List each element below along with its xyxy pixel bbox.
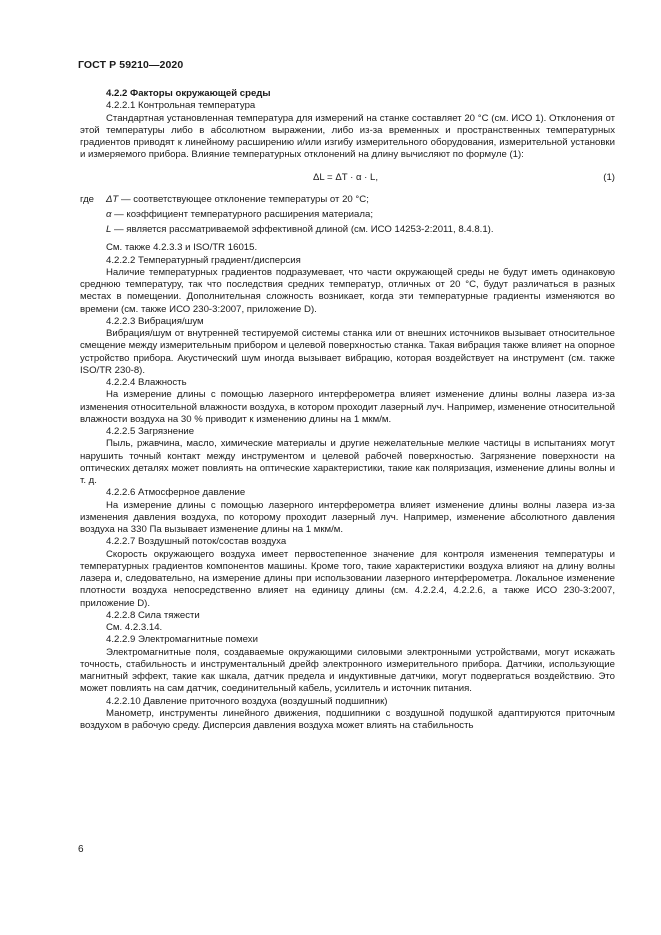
paragraph: 4.2.2.1 Контрольная температура (106, 100, 256, 112)
paragraph: См. 4.2.3.14. (106, 622, 163, 633)
legend-description: — является рассматриваемой эффективной длиной (см. ИСО 14253-2:2011, 8.4.8.1). (111, 224, 494, 235)
formula-number: (1) (603, 171, 615, 183)
paragraph: Вибрация/шум от внутренней тестируемой системы станка или от внешних источников вызывает относительное смещение между измерительным прибором и целевой поверхностью станка. Такая вибрация также влияет на опорное устройство прибора. Акустический шум иногда вызывает вибрацию, которая воздействует на инструмент (см. также ISO/TR 230-8). (80, 328, 615, 376)
formula-legend-item (80, 194, 615, 206)
paragraph: См. также 4.2.3.3 и ISO/TR 16015. (106, 242, 258, 254)
legend-text (106, 209, 373, 221)
paragraph: 4.2.2.5 Загрязнение (106, 426, 195, 437)
paragraph: 4.2.2.2 Температурный градиент/дисперсия (106, 254, 301, 266)
document-body (80, 88, 615, 732)
formula-legend-item (80, 224, 615, 236)
paragraph: 4.2.2.10 Давление приточного воздуха (воздушный подшипник) (106, 695, 388, 707)
legend-description: — соответствующее отклонение температуры от 20 °С; (118, 193, 369, 205)
legend-text (106, 224, 494, 236)
paragraph: 4.2.2.7 Воздушный поток/состав воздуха (106, 536, 287, 548)
section-heading: 4.2.2 Факторы окружающей среды (106, 88, 271, 99)
page-number: 6 (78, 844, 84, 855)
paragraph: 4.2.2.4 Влажность (106, 377, 187, 388)
paragraph: На измерение длины с помощью лазерного интерферометра влияет изменение длины волны лазера из-за изменения относительной влажности воздуха, в котором проходит лазерный луч. Например, изменение относительной влажности воздуха на 30 % приводит к изменению длины на 1 мкм/м. (80, 389, 615, 425)
legend-text (106, 194, 369, 206)
legend-symbol: L (106, 224, 112, 235)
paragraph: 4.2.2.3 Вибрация/шум (106, 315, 204, 327)
legend-description: — коэффициент температурного расширения материала; (111, 208, 373, 220)
document-header: ГОСТ Р 59210—2020 (78, 59, 184, 71)
paragraph: Пыль, ржавчина, масло, химические материалы и другие нежелательные мелкие частицы в испытаниях могут нарушить точный контакт между инструментом и целевой рабочей поверхностью. Загрязнение поверхности на оптических деталях может повлиять на оптические характеристики, такие как поляризация, изменение длины волны и т. д. (80, 438, 615, 486)
paragraph: 4.2.2.9 Электромагнитные помехи (106, 634, 258, 646)
legend-label: где (80, 193, 95, 205)
paragraph: Манометр, инструменты линейного движения, подшипники с воздушной подушкой адаптируются приточным воздухом в рабочую среду. Дисперсия давления воздуха может влиять на стабильность (80, 707, 615, 731)
paragraph: 4.2.2.8 Сила тяжести (106, 609, 200, 621)
paragraph: 4.2.2.6 Атмосферное давление (106, 487, 246, 499)
paragraph: На измерение длины с помощью лазерного интерферометра влияет изменение длины волны лазера из-за изменения давления воздуха, по которому проходит лазерный луч. Например, изменение абсолютного давления воздуха на 330 Па вызывает изменение длины на 1 мкм/м. (80, 499, 615, 535)
paragraph: Стандартная установленная температура для измерений на станке составляет 20 °С (см. ИСО 1). Отклонения от этой температуры либо в абсолютном выражении, либо из-за временных и пространственных температурных градиентов приводят к линейному расширению и/или изгибу измерительного оборудования, измерительной установки и измеряемого прибора. Влияние температурных отклонений на длину вычисляют по формуле (1): (80, 112, 615, 161)
paragraph: Скорость окружающего воздуха имеет первостепенное значение для контроля изменения температуры и температурных градиентов компонентов машины. Кроме того, такие характеристики воздуха влияют на длину волны лазера и, следовательно, на измерение длины при использовании лазерного интерферометра. Локальное изменение плотности воздуха непосредственно влияет на единицу длины (см. 4.2.2.4, 4.2.2.6, а также ИСО 230-3:2007, приложение D). (80, 548, 615, 609)
paragraph: Электромагнитные поля, создаваемые окружающими силовыми электронными устройствами, могут искажать точность, стабильность и инструментальный дрейф электронного измерительного прибора. Датчики, использующие магнитный эффект, такие как шкала, датчик предела и индуктивные датчики, могут подвергаться воздействию. Это может повлиять на сам датчик, соединительный кабель, усилитель и источник питания. (80, 646, 615, 695)
formula-legend-item (80, 209, 615, 221)
formula (80, 170, 615, 186)
paragraph: Наличие температурных градиентов подразумевает, что части окружающей среды не будут иметь одинаковую среднюю температуру, так что последствия средних температур, отличных от 20 °С, будут различаться в разных местах в помещении. Дополнительная сложность возникает, когда эти температурные градиенты изменяются во времени (см. также ИСО 230-3:2007, приложение D). (80, 266, 615, 315)
formula-expression: ΔL = ΔT · α · L, (313, 171, 379, 183)
legend-symbol: ΔT (106, 193, 119, 205)
legend-symbol: α (106, 208, 112, 220)
